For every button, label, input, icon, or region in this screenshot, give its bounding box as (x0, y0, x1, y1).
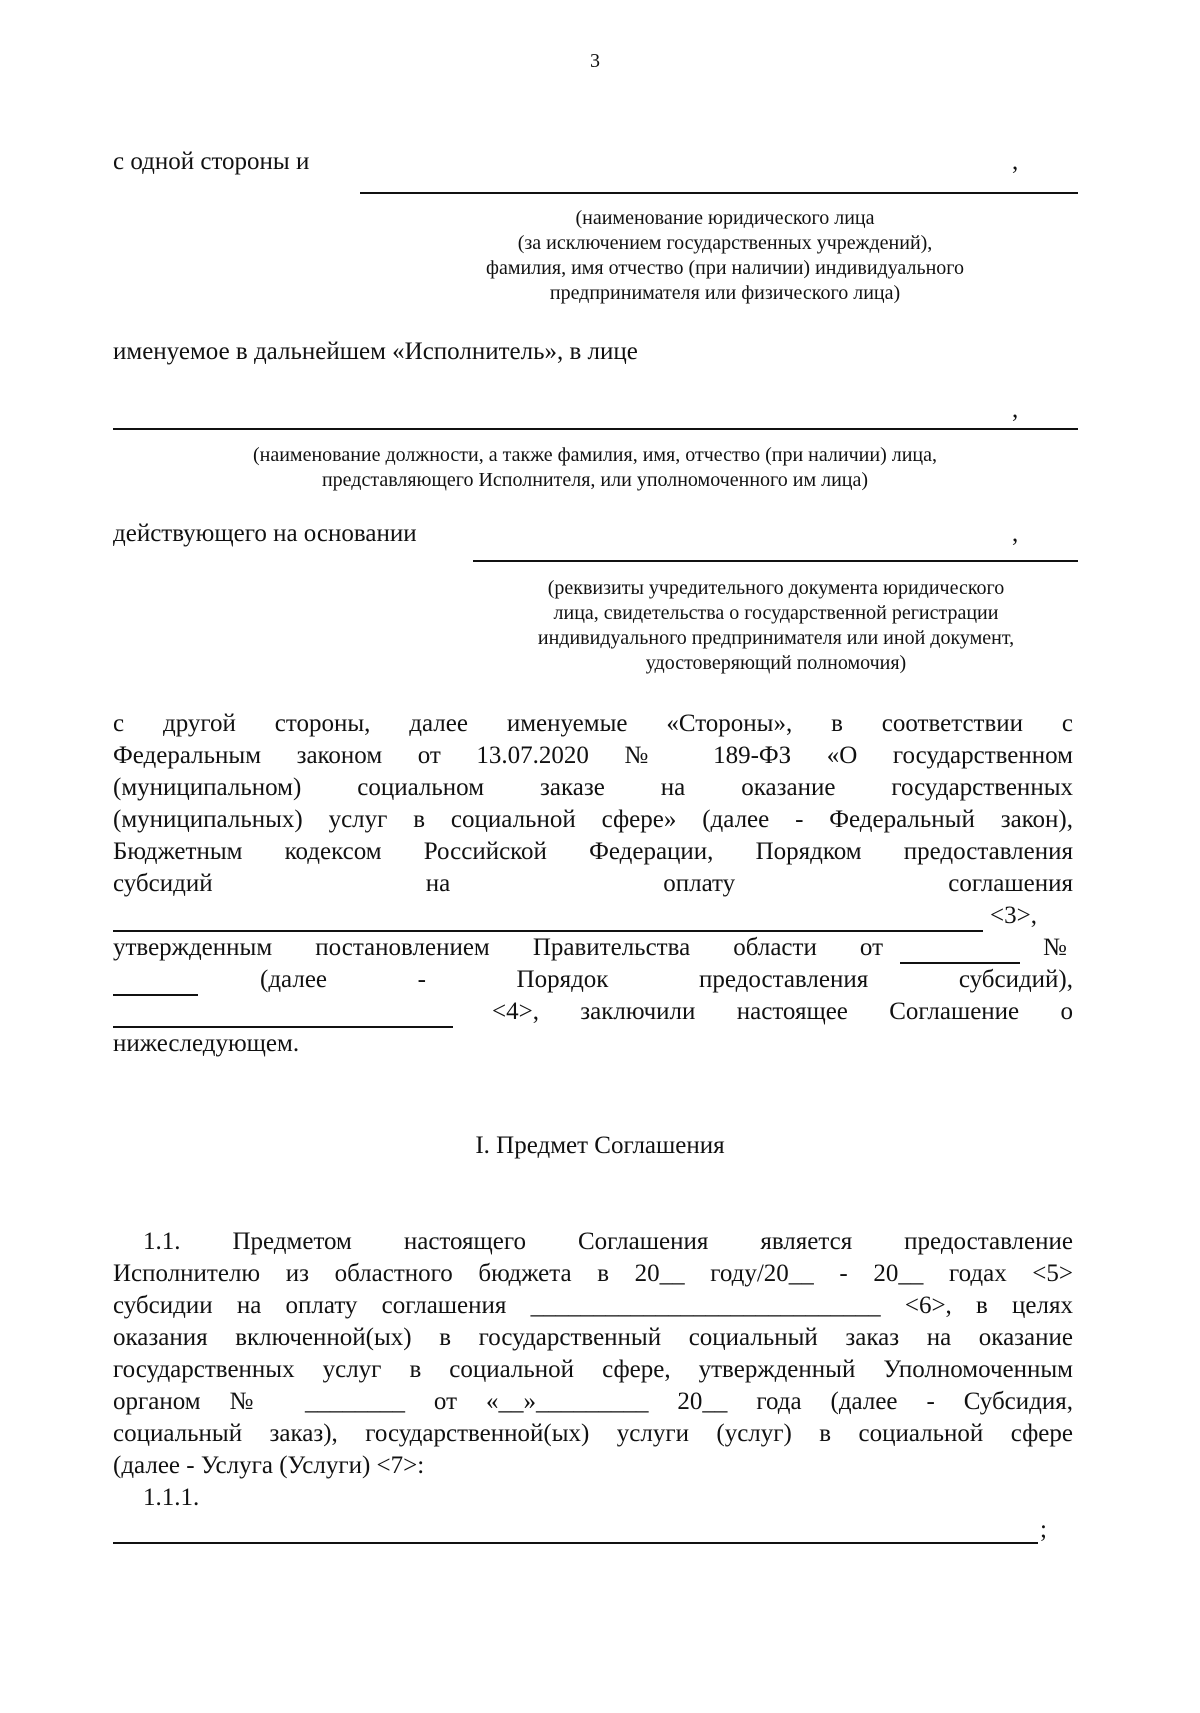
decree-date-line (900, 962, 1020, 964)
clause-line-8: (далее - Услуга (Услуги) <7>: (113, 1452, 425, 1479)
party1-blank-line (360, 192, 1078, 194)
service-name-line (113, 1542, 1038, 1544)
party1-caption: (наименование юридического лица (за исключением государственных учреждений), фамилия, имя отчество (при наличии) индивидуального предпринимателя или физического лица) (485, 207, 964, 304)
regulation-name-line (113, 930, 983, 932)
clause-line-2: Исполнителю из областного бюджета в 20__ году/20__ - 20__ годах <5> (113, 1260, 1073, 1287)
subclause-end: ; (1040, 1516, 1047, 1543)
footnote-ref-3: <3>, (990, 902, 1037, 929)
executor-comma: , (1012, 396, 1019, 423)
clause-line-3: субсидии на оплату соглашения ____________________________ <6>, в целях (113, 1292, 1073, 1319)
page-number: 3 (590, 50, 600, 72)
paragraph-line-10: <4>, заключили настоящее Соглашение о (492, 998, 1073, 1025)
executor-lead: именуемое в дальнейшем «Исполнитель», в лице (113, 338, 638, 365)
paragraph-line-9: (далее - Порядок предоставления субсидий), (260, 966, 1073, 993)
subsidy-order-name-line (113, 1026, 453, 1028)
paragraph-line-3: (муниципальном) социальном заказе на оказание государственных (113, 774, 1073, 801)
paragraph-line-11: нижеследующем. (113, 1030, 300, 1057)
clause-line-6: органом № ________ от «__»_________ 20__ года (далее - Субсидия, (113, 1388, 1073, 1415)
executor-caption: (наименование должности, а также фамилия, имя, отчество (при наличии) лица, представляющего Исполнителя, или уполномоченного им лица) (252, 444, 937, 491)
paragraph-line-4: (муниципальных) услуг в социальной сфере» (далее - Федеральный закон), (113, 806, 1073, 833)
clause-line-4: оказания включенной(ых) в государственный социальный заказ на оказание (113, 1324, 1073, 1351)
clause-line-1: 1.1. Предметом настоящего Соглашения является предоставление (143, 1228, 1073, 1255)
paragraph-line-2: Федеральным законом от 13.07.2020 № 189-ФЗ «О государственном (113, 742, 1073, 769)
number-sign: № (1043, 934, 1067, 961)
subclause-number: 1.1.1. (143, 1484, 200, 1511)
paragraph-line-8a: утвержденным постановлением Правительства области от (113, 934, 883, 961)
basis-blank-line (473, 560, 1078, 562)
paragraph-line-5: Бюджетным кодексом Российской Федерации, Порядком предоставления (113, 838, 1073, 865)
paragraph-line-6: субсидий на оплату соглашения (113, 870, 1073, 897)
basis-caption: (реквизиты учредительного документа юридического лица, свидетельства о государственной регистрации индивидуального предпринимателя или иной документ, удостоверяющий полномочия) (537, 577, 1015, 674)
clause-line-7: социальный заказ), государственной(ых) услуги (услуг) в социальной сфере (113, 1420, 1073, 1447)
executor-blank-line (113, 428, 1078, 430)
party1-lead: с одной стороны и (113, 148, 310, 175)
section-title: I. Предмет Соглашения (475, 1132, 725, 1159)
decree-number-line (113, 994, 198, 996)
basis-comma: , (1012, 520, 1019, 547)
basis-lead: действующего на основании (113, 520, 417, 547)
party1-comma: , (1012, 148, 1019, 175)
clause-line-5: государственных услуг в социальной сфере, утвержденный Уполномоченным (113, 1356, 1073, 1383)
paragraph-line-1: с другой стороны, далее именуемые «Стороны», в соответствии с (113, 710, 1073, 737)
